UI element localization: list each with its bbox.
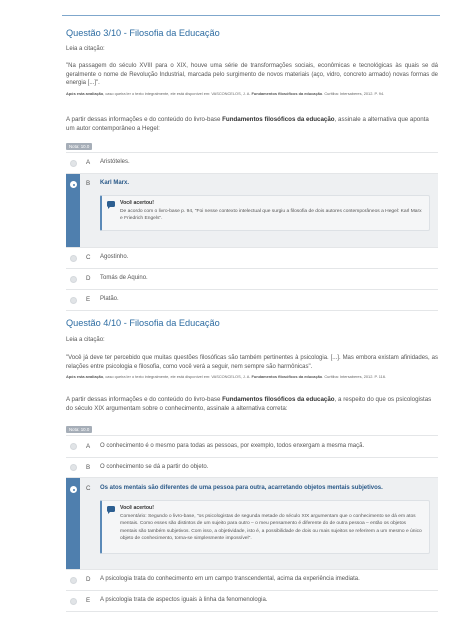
- question-3: [66, 28, 438, 303]
- option-letter: D: [86, 576, 91, 583]
- option-b-selected[interactable]: [66, 174, 438, 248]
- feedback-title: Você acertou!: [120, 505, 154, 511]
- feedback-box: [100, 500, 430, 554]
- option-e[interactable]: [66, 290, 438, 311]
- feedback-text: De acordo com o livro-base p. 94, "Foi nesse contexto intelectual que surgiu a filosofia de dois autores contemporâneos a Hegel: Karl Marx e Friedrich Engels".: [120, 209, 422, 222]
- option-a[interactable]: [66, 153, 438, 174]
- radio-button[interactable]: [70, 577, 77, 584]
- question-stem: [66, 396, 438, 414]
- radio-button-selected[interactable]: [70, 181, 77, 188]
- option-text: Karl Marx.: [100, 180, 130, 186]
- option-c[interactable]: [66, 248, 438, 269]
- option-c-selected[interactable]: [66, 478, 438, 570]
- option-letter: E: [86, 296, 91, 303]
- option-text: Os atos mentais são diferentes de uma pessoa para outra, acarretando objetos mentais subjetivos.: [100, 485, 383, 491]
- question-quote: "Na passagem do século XVIII para o XIX, houve uma série de transformações sociais, econômicas e tecnológicas às quais se dá geralmente o nome de Revolução Industrial, marcada pelo surgimento de novos materiais (aço, vidro, concreto armado) novas formas de energia [...]".: [66, 63, 438, 87]
- question-title: Questão 4/10 - Filosofia da Educação: [66, 318, 220, 328]
- grade-badge: Nota: 10.0: [66, 426, 92, 433]
- option-text: Aristóteles.: [100, 159, 130, 165]
- grade-badge: Nota: 10.0: [66, 143, 92, 150]
- option-letter: E: [86, 597, 91, 604]
- question-title: Questão 3/10 - Filosofia da Educação: [66, 28, 220, 38]
- answer-options: [66, 435, 438, 612]
- question-lead: Leia a citação:: [66, 337, 105, 343]
- radio-button[interactable]: [70, 464, 77, 471]
- question-stem: [66, 116, 438, 134]
- stem-pre: A partir dessas informações e do conteúdo do livro-base: [66, 116, 223, 123]
- option-e[interactable]: [66, 591, 438, 612]
- option-b[interactable]: [66, 458, 438, 478]
- option-text: Tomás de Aquino.: [100, 275, 148, 281]
- option-text: Platão.: [100, 296, 119, 302]
- comment-icon: [107, 506, 115, 512]
- option-letter: B: [86, 464, 91, 471]
- radio-button[interactable]: [70, 297, 77, 304]
- page-top-divider: [62, 15, 440, 16]
- source-book: Fundamentos filosóficos da educação: [251, 91, 323, 96]
- stem-pre: A partir dessas informações e do conteúdo do livro-base: [66, 396, 223, 403]
- option-letter: B: [86, 180, 91, 187]
- option-letter: D: [86, 275, 91, 282]
- radio-button[interactable]: [70, 160, 77, 167]
- question-source: [66, 91, 438, 97]
- option-text: O conhecimento se dá a partir do objeto.: [100, 464, 209, 470]
- feedback-title: Você acertou!: [120, 200, 154, 206]
- option-letter: A: [86, 159, 91, 166]
- comment-icon: [107, 201, 115, 207]
- question-source: [66, 374, 438, 380]
- radio-button[interactable]: [70, 276, 77, 283]
- stem-book: Fundamentos filosóficos da educação: [222, 116, 335, 123]
- option-letter: C: [86, 254, 91, 261]
- stem-post: , a respeito do que os psicologistas do século XIX argumentam sobre o conhecimento, assinale a alternativa correta:: [66, 396, 432, 412]
- source-mid: , caso queira ler o texto integralmente, ele está disponível em: VASCONCELOS, J. A.: [103, 91, 252, 96]
- source-book: Fundamentos filosóficos da educação: [251, 374, 323, 379]
- radio-button-selected[interactable]: [70, 486, 77, 493]
- option-d[interactable]: [66, 570, 438, 591]
- option-text: O conhecimento é o mesmo para todas as pessoas, por exemplo, todos enxergam a mesma maçã.: [100, 443, 365, 449]
- answer-options: [66, 152, 438, 311]
- source-prefix: Após esta avaliação: [66, 374, 104, 379]
- option-a[interactable]: [66, 436, 438, 458]
- question-4: [66, 318, 438, 604]
- feedback-box: [100, 195, 430, 231]
- source-suffix: . Curitiba: Intersaberes, 2012. P. 94.: [322, 91, 385, 96]
- option-letter: C: [86, 485, 91, 492]
- question-quote: "Você já deve ter percebido que muitas questões filosóficas são também pertinentes à psicologia. [...]. Mas embora existam afinidades, as relações entre psicologia e filosofia, como você verá a seguir, nem sempre são harmônicas".: [66, 355, 438, 370]
- option-text: Agostinho.: [100, 254, 129, 260]
- source-prefix: Após esta avaliação: [66, 91, 104, 96]
- source-suffix: . Curitiba: Intersaberes, 2012. P. 116.: [322, 374, 387, 379]
- stem-book: Fundamentos filosóficos da educação: [222, 396, 335, 403]
- option-text: A psicologia trata do conhecimento em um campo transcendental, acima da experiência imediata.: [100, 576, 360, 582]
- option-d[interactable]: [66, 269, 438, 290]
- stem-post: , assinale a alternativa que aponta um autor contemporâneo a Hegel:: [66, 116, 429, 132]
- option-letter: A: [86, 443, 91, 450]
- radio-button[interactable]: [70, 255, 77, 262]
- radio-button[interactable]: [70, 598, 77, 605]
- radio-button[interactable]: [70, 443, 77, 450]
- option-text: A psicologia trata de aspectos iguais à linha da fenomenologia.: [100, 597, 268, 603]
- question-lead: Leia a citação:: [66, 46, 105, 52]
- feedback-text: Comentário: Segundo o livro-base, "os psicologistas de segunda metade do século XIX argumentam que o conhecimento se dá em atos mentais. Como esses são distintos de um sujeito para outro – o meu pensamento é diferente do de outra pessoa – então os objetos mentais são também subjetivos. Com isso, a objetividade, isto é, a possibilidade de dois ou mais sujeitos se referirem a um mesmo e único objeto de conhecimento, torna-se simplesmente impossível".: [120, 514, 422, 542]
- source-mid: , caso queira ler o texto integralmente, ele está disponível em: VASCONCELOS, J. A.: [103, 374, 252, 379]
